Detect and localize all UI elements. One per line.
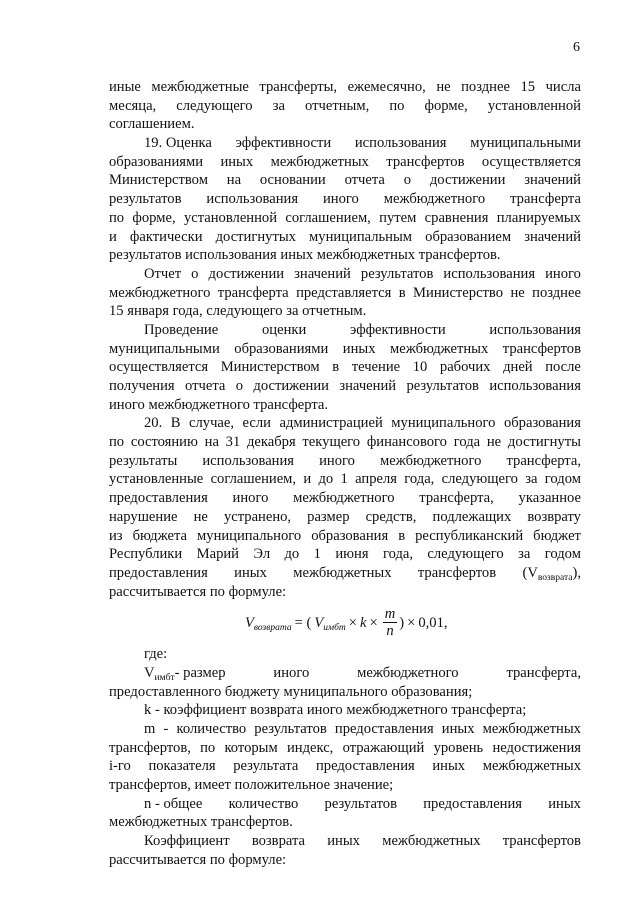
word: нарушение — [109, 508, 178, 525]
word: предоставления — [109, 564, 208, 581]
word: образованиями — [109, 153, 204, 170]
text-line: соглашением. — [109, 116, 195, 133]
text-line — [109, 340, 581, 359]
paragraph-19-start — [109, 134, 581, 153]
paragraph-evaluation-start — [109, 321, 581, 340]
word: результатов — [254, 721, 327, 737]
word: иных — [342, 340, 376, 357]
word: за — [525, 471, 538, 488]
word: возврата — [251, 833, 306, 850]
word: не — [193, 508, 208, 525]
word: оценки — [261, 321, 307, 338]
text-line — [109, 153, 581, 172]
v-refund-close: ), — [572, 564, 581, 581]
word: осуществляется — [109, 359, 209, 376]
word: i-го — [109, 758, 131, 775]
word: основании — [259, 172, 326, 189]
word: в — [332, 359, 340, 376]
text-line — [109, 757, 581, 776]
word: результата — [233, 758, 299, 775]
word: предоставления — [315, 758, 415, 775]
word: m — [144, 721, 156, 737]
word: сравнения — [424, 209, 489, 226]
word: отчета — [344, 172, 385, 189]
word: не — [486, 434, 502, 451]
word: иного — [232, 490, 269, 507]
definition-n — [109, 795, 581, 814]
formula-fraction — [383, 606, 398, 639]
text-line — [109, 470, 581, 489]
word: результатов — [360, 265, 434, 282]
word: иные — [109, 79, 141, 95]
word: по — [109, 209, 125, 226]
word: количество — [176, 721, 247, 737]
refund-formula-expression — [245, 603, 448, 643]
word: года — [453, 434, 481, 451]
word: до — [284, 546, 300, 563]
v-refund-subscript: возврата — [537, 572, 573, 583]
word: средств, — [365, 508, 417, 525]
word: получения — [109, 378, 175, 394]
word: о — [403, 172, 412, 189]
word: образования — [311, 527, 389, 544]
word: межбюджетные — [151, 79, 249, 95]
word: межбюджетных — [482, 758, 581, 775]
word: Проведение — [144, 321, 219, 338]
word: иных — [234, 564, 267, 581]
word: соглашением, — [285, 209, 371, 226]
word: количество — [228, 795, 299, 812]
word: 15 — [520, 79, 536, 95]
word: указанное — [518, 490, 581, 507]
word: подлежащих — [432, 508, 512, 525]
word: муниципального — [391, 415, 496, 432]
word: трансферта — [510, 191, 581, 208]
word: межбюджетного — [293, 490, 395, 507]
text-line — [109, 564, 581, 583]
word: иного — [322, 191, 359, 208]
refund-formula — [109, 601, 581, 645]
formula-times-1: × — [348, 614, 357, 631]
word: результатов — [109, 191, 182, 208]
word: в — [398, 284, 406, 301]
text-line — [109, 228, 581, 247]
word: иных — [432, 758, 466, 775]
text-line — [109, 508, 581, 527]
word: муниципальными — [109, 340, 220, 357]
word: республиканский — [415, 527, 524, 544]
word: межбюджетных — [482, 721, 581, 737]
formula-times-3: × — [407, 614, 416, 631]
word: значений — [294, 265, 351, 282]
word: достижении — [253, 378, 329, 394]
word: результаты — [109, 452, 178, 469]
formula-equals: = ( — [294, 614, 312, 631]
word: случае, — [189, 415, 235, 432]
word: Эл — [253, 546, 271, 563]
word: по — [389, 97, 405, 114]
word: установленной — [487, 97, 581, 114]
word: отчетным, — [305, 97, 370, 114]
formula-numerator: m — [384, 605, 396, 622]
text-line — [109, 527, 581, 546]
word: межбюджетных — [382, 833, 481, 850]
text-line — [109, 433, 581, 452]
word: трансферты, — [259, 79, 338, 95]
word: значений — [524, 172, 581, 189]
word: трансферта, — [506, 452, 581, 469]
word: недостижения — [492, 739, 581, 756]
text-line: межбюджетных трансфертов. — [109, 814, 293, 831]
word: отражающий — [342, 739, 425, 756]
word: бюджет — [533, 527, 581, 544]
word: - размер — [174, 664, 226, 681]
word: образованием — [425, 228, 512, 245]
word: на — [226, 172, 242, 189]
text-line — [109, 739, 581, 758]
text-line — [109, 209, 581, 228]
symbol-v: V — [144, 664, 155, 681]
word: Министерством — [220, 359, 320, 376]
definition-k: k - коэффициент возврата иного межбюджетного трансферта; — [144, 702, 527, 719]
word: - — [163, 721, 169, 737]
text-line — [109, 284, 581, 303]
word: достигнуты — [507, 434, 581, 451]
word: фактически — [129, 228, 203, 245]
word: иных — [548, 795, 581, 812]
text-line — [109, 358, 581, 377]
word: межбюджетного — [109, 284, 211, 301]
word: трансфертов — [386, 153, 465, 170]
word: иного — [545, 265, 581, 282]
word: трансфертов — [502, 340, 581, 357]
word: В — [170, 415, 181, 432]
text-line: предоставленного бюджету муниципального образования; — [109, 683, 473, 700]
word: следующего — [427, 546, 504, 563]
word: 31 — [225, 434, 241, 451]
word: и — [109, 228, 117, 245]
text-line: иного межбюджетного трансферта. — [109, 396, 329, 413]
definition-term — [144, 664, 226, 683]
word: состоянию — [130, 434, 198, 451]
word: образования — [503, 415, 581, 432]
paragraph-20-start — [109, 414, 581, 433]
word: 10 — [412, 359, 428, 376]
word: установленные — [109, 471, 204, 488]
word: эффективности — [350, 321, 446, 338]
word: финансового — [366, 434, 447, 451]
word: о — [235, 378, 244, 394]
word: форме, — [424, 97, 468, 114]
word: в — [398, 527, 406, 544]
formula-v-subscript: возврата — [253, 622, 292, 633]
where-label: где: — [144, 646, 168, 663]
word: после — [545, 359, 581, 376]
word: июня — [335, 546, 369, 563]
word: иных — [220, 153, 254, 170]
text-line — [109, 377, 581, 396]
word: использования — [206, 191, 299, 208]
word: следующего — [441, 471, 518, 488]
word: дней — [503, 359, 533, 376]
text-line: результатов использования иных межбюджетных трансфертов. — [109, 247, 501, 264]
word: позднее — [532, 284, 581, 301]
word: трансфертов — [502, 833, 581, 850]
word: планируемых — [496, 209, 581, 226]
word: использования — [202, 452, 294, 469]
text-line: 15 января года, следующего за отчетным. — [109, 303, 367, 320]
word: 20. — [144, 415, 163, 432]
word: года, — [404, 471, 435, 488]
word: Марий — [196, 546, 239, 563]
word: апреля — [355, 471, 397, 488]
formula-times-2: × — [369, 614, 378, 631]
word: использования — [489, 378, 581, 394]
formula-denominator: n — [386, 622, 394, 639]
word: если — [242, 415, 271, 432]
word: Республики — [109, 546, 183, 563]
text-line — [109, 78, 581, 97]
text-line — [109, 452, 581, 471]
word: отчета — [185, 378, 226, 394]
word: результатов — [324, 795, 397, 812]
word: n - общее — [144, 795, 203, 812]
word: предоставления — [109, 490, 208, 507]
word: следующего — [176, 97, 253, 114]
word: о — [191, 265, 199, 282]
word: 1 — [313, 546, 321, 563]
word: трансферта, — [419, 490, 494, 507]
word: трансферта — [217, 284, 289, 301]
word: использования — [443, 265, 536, 282]
word: из — [109, 527, 123, 544]
word: достижении — [208, 265, 285, 282]
text-line — [109, 489, 581, 508]
word: иного — [273, 664, 310, 681]
formula-v2: V — [314, 614, 324, 631]
word: месяца, — [109, 97, 157, 114]
word: иного — [319, 452, 355, 469]
word: Министерство — [413, 284, 504, 301]
word: показателя — [148, 758, 216, 775]
word: результатов — [406, 378, 479, 394]
symbol-v-subscript: имбт — [154, 672, 175, 683]
word: 19. Оценка — [144, 135, 212, 152]
word: Отчет — [144, 265, 182, 282]
word: иных — [327, 833, 360, 850]
word: значений — [339, 378, 397, 394]
word: текущего — [302, 434, 361, 451]
word: по — [109, 434, 125, 451]
word: образованиями — [234, 340, 329, 357]
word: иных — [441, 721, 475, 737]
text-line — [109, 190, 581, 209]
word: за — [272, 97, 285, 114]
word: годом — [544, 471, 581, 488]
word: на — [204, 434, 219, 451]
word: трансфертов, — [109, 739, 191, 756]
word: по — [200, 739, 216, 756]
word: годом — [544, 546, 581, 563]
word: использования — [354, 135, 447, 152]
v-refund-open: (V — [522, 564, 538, 581]
word: года, — [382, 546, 414, 563]
word: достигнутых — [215, 228, 296, 245]
word: администрацией — [279, 415, 383, 432]
word: размер — [307, 508, 350, 525]
word: не — [510, 284, 525, 301]
v-refund-symbol — [522, 564, 581, 583]
word: позднее — [461, 79, 510, 95]
word: которым — [224, 739, 278, 756]
word: межбюджетного — [357, 664, 459, 681]
word: и — [303, 471, 312, 488]
word: Коэффициент — [144, 833, 230, 850]
word: трансферта, — [506, 664, 581, 681]
text-line — [109, 545, 581, 564]
word: форме, — [132, 209, 176, 226]
word: межбюджетного — [383, 191, 486, 208]
word: муниципального — [197, 527, 302, 544]
word: межбюджетных — [270, 153, 369, 170]
word: использования — [489, 321, 581, 338]
word: бюджета — [132, 527, 188, 544]
word: до — [318, 471, 334, 488]
word: соглашением, — [210, 471, 297, 488]
word: Министерством — [109, 172, 208, 189]
definition-v-imbt — [109, 664, 581, 683]
word: межбюджетных — [293, 564, 392, 581]
word: осуществляется — [481, 153, 581, 170]
text-line — [109, 97, 581, 116]
word: индекс, — [286, 739, 334, 756]
page-number: 6 — [573, 40, 580, 55]
word: значений — [524, 228, 581, 245]
word: межбюджетных — [390, 340, 489, 357]
word: установленной — [183, 209, 278, 226]
word: устранено, — [223, 508, 292, 525]
definition-m — [109, 720, 581, 739]
formula-close-paren: ) — [399, 614, 405, 631]
text-line: рассчитывается по формуле: — [109, 583, 287, 600]
formula-v2-subscript: имбт — [323, 622, 346, 633]
text-line — [109, 171, 581, 190]
formula-k: k — [359, 614, 367, 631]
word: течение — [351, 359, 401, 376]
word: муниципальными — [470, 135, 581, 152]
word: 1 — [340, 471, 348, 488]
word: путем — [379, 209, 417, 226]
word: за — [518, 546, 531, 563]
formula-coefficient: 0,01, — [418, 614, 448, 631]
word: не — [436, 79, 451, 95]
word: предоставления — [423, 795, 523, 812]
word: трансфертов — [417, 564, 497, 581]
formula-v: V — [245, 614, 254, 631]
word: представляется — [296, 284, 392, 301]
word: возврату — [527, 508, 581, 525]
word: числа — [545, 79, 581, 95]
text-line: трансфертов, имеет положительное значение; — [109, 777, 394, 794]
word: уровень — [433, 739, 484, 756]
word: эффективности — [235, 135, 332, 152]
word: достижении — [429, 172, 506, 189]
word: предоставления — [334, 721, 434, 737]
word: рабочих — [439, 359, 491, 376]
document-body — [109, 78, 581, 870]
paragraph-coefficient-start — [109, 832, 581, 851]
word: муниципальным — [309, 228, 413, 245]
word: декабря — [247, 434, 296, 451]
paragraph-report-start — [109, 265, 581, 284]
text-line: рассчитывается по формуле: — [109, 851, 287, 868]
word: ежемесячно, — [347, 79, 426, 95]
word: межбюджетного — [380, 452, 482, 469]
